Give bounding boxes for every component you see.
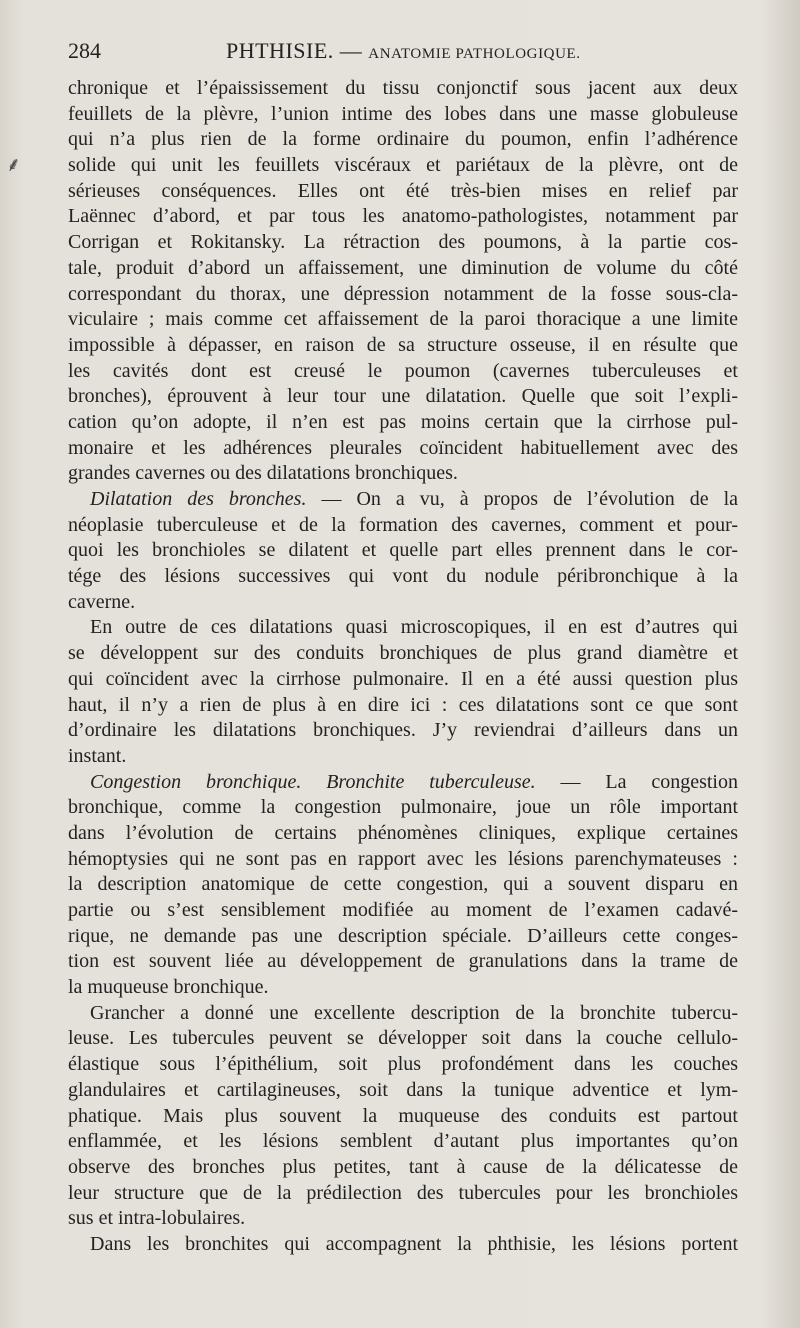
text-line (68, 333, 738, 359)
text-line (68, 102, 738, 128)
text-line (68, 770, 738, 796)
line-text: — La congestion (535, 770, 738, 793)
line-text: — On a vu, à propos de l’évolution de la (306, 488, 738, 510)
text-line (68, 1052, 738, 1078)
running-title: PHTHISIE. — (226, 38, 369, 63)
line-text: qui n’a plus rien de la forme ordinaire du poumon, enfin l’adhérence (68, 128, 738, 151)
line-text: se développent sur des conduits bronchiques de plus grand diamètre et (68, 642, 738, 665)
text-line (68, 1104, 738, 1130)
line-text: élastique sous l’épithélium, soit plus profondément dans les couches (68, 1053, 738, 1076)
line-text: enflammée, et les lésions semblent d’autant plus importantes qu’on (68, 1130, 738, 1153)
text-line (68, 1155, 738, 1181)
page-header (68, 38, 738, 68)
text-line (68, 718, 738, 744)
text-line (68, 410, 738, 436)
running-head (226, 38, 581, 64)
text-line (68, 384, 738, 410)
text-line (68, 872, 738, 898)
text-line (68, 127, 738, 153)
text-line (68, 436, 738, 462)
line-text: hémoptysies qui ne sont pas en rapport avec les lésions parenchymateuses : (68, 847, 738, 870)
line-text: glandulaires et cartilagineuses, soit dans la tunique adventice et lym- (68, 1078, 738, 1101)
line-text: grandes cavernes ou des dilatations bronchiques. (68, 462, 458, 485)
line-text: dans l’évolution de certains phénomènes cliniques, explique certaines (68, 821, 738, 844)
line-text: rique, ne demande pas une description spéciale. D’ailleurs cette conges- (68, 924, 738, 947)
running-subtitle: ANATOMIE PATHOLOGIQUE. (368, 46, 581, 62)
text-line (68, 307, 738, 333)
line-text: Laënnec d’abord, et par tous les anatomo-pathologistes, notamment par (68, 205, 738, 228)
line-text: bronches), éprouvent à leur tour une dilatation. Quelle que soit l’expli- (68, 385, 738, 408)
text-line (68, 487, 738, 513)
text-line (68, 1181, 738, 1207)
line-text: tion est souvent liée au développement de granulations dans la trame de (68, 950, 738, 973)
line-text: les cavités dont est creusé le poumon (cavernes tuberculeuses et (68, 359, 738, 382)
line-text: tége des lésions successives qui vont du nodule péribronchique à la (68, 565, 738, 588)
text-line (68, 538, 738, 564)
text-line (68, 975, 738, 1001)
line-text: Corrigan et Rokitansky. La rétraction des poumons, à la partie cos- (68, 231, 738, 254)
section-heading: Dilatation des bronches. (90, 488, 307, 510)
text-line (68, 256, 738, 282)
line-text: partie ou s’est sensiblement modifiée au moment de l’examen cadavé- (68, 899, 738, 921)
line-text: feuillets de la plèvre, l’union intime des lobes dans une masse globuleuse (68, 102, 738, 125)
text-line (68, 179, 738, 205)
text-line (68, 924, 738, 950)
line-text: monaire et les adhérences pleurales coïncident habituellement avec des (68, 436, 738, 459)
line-text: la description anatomique de cette congestion, qui a souvent disparu en (68, 873, 738, 896)
text-line (68, 564, 738, 590)
text-line (68, 667, 738, 693)
text-line (68, 744, 738, 770)
text-line (68, 615, 738, 641)
line-text: sérieuses conséquences. Elles ont été très-bien mises en relief par (68, 179, 738, 202)
text-line (68, 461, 738, 487)
text-line (68, 513, 738, 539)
text-line (68, 693, 738, 719)
line-text: néoplasie tuberculeuse et de la formation des cavernes, comment et pour- (68, 513, 738, 536)
text-line (68, 590, 738, 616)
line-text: tale, produit d’abord un affaissement, une diminution de volume du côté (68, 256, 738, 279)
line-text: En outre de ces dilatations quasi microscopiques, il en est d’autres qui (90, 616, 738, 639)
text-line (68, 230, 738, 256)
text-line (68, 359, 738, 385)
body-text (68, 76, 738, 1258)
text-line (68, 949, 738, 975)
text-line (68, 1026, 738, 1052)
line-text: Grancher a donné une excellente description de la bronchite tubercu- (90, 1001, 738, 1024)
text-line (68, 795, 738, 821)
text-line (68, 76, 738, 102)
line-text: instant. (68, 744, 127, 767)
line-text: leur structure que de la prédilection des tubercules pour les bronchioles (68, 1181, 738, 1204)
text-line (68, 641, 738, 667)
line-text: Dans les bronchites qui accompagnent la phthisie, les lésions portent (90, 1232, 738, 1255)
line-text: impossible à dépasser, en raison de sa structure osseuse, il en résulte que (68, 333, 738, 356)
line-text: correspondant du thorax, une dépression notamment de la fosse sous-cla- (68, 282, 738, 305)
text-line (68, 1129, 738, 1155)
text-line (68, 1206, 738, 1232)
text-line (68, 898, 738, 924)
line-text: sus et intra-lobulaires. (68, 1207, 246, 1230)
line-text: observe des bronches plus petites, tant à cause de la délicatesse de (68, 1155, 738, 1178)
line-text: chronique et l’épaississement du tissu conjonctif sous jacent aux deux (68, 77, 738, 99)
text-line (68, 153, 738, 179)
line-text: d’ordinaire les dilatations bronchiques. J’y reviendrai d’ailleurs dans un (68, 719, 738, 742)
line-text: caverne. (68, 590, 136, 613)
text-line (68, 204, 738, 230)
line-text: leuse. Les tubercules peuvent se développer soit dans la couche cellulo- (68, 1027, 738, 1050)
line-text: phatique. Mais plus souvent la muqueuse des conduits est partout (68, 1104, 738, 1127)
text-line (68, 1232, 738, 1258)
section-heading: Congestion bronchique. Bronchite tuberculeuse. (90, 770, 536, 793)
line-text: la muqueuse bronchique. (68, 976, 269, 999)
text-line (68, 1078, 738, 1104)
margin-mark: ⸙ (6, 152, 21, 176)
line-text: viculaire ; mais comme cet affaissement de la paroi thoracique a une limite (68, 308, 738, 331)
text-line (68, 1001, 738, 1027)
line-text: quoi les bronchioles se dilatent et quelle part elles prennent dans le cor- (68, 539, 738, 562)
line-text: cation qu’on adopte, il n’en est pas moins certain que la cirrhose pul- (68, 410, 738, 433)
line-text: haut, il n’y a rien de plus à en dire ici : ces dilatations sont ce que sont (68, 693, 738, 716)
line-text: qui coïncident avec la cirrhose pulmonaire. Il en a été aussi question plus (68, 667, 738, 690)
text-line (68, 282, 738, 308)
text-line (68, 821, 738, 847)
line-text: bronchique, comme la congestion pulmonaire, joue un rôle important (68, 796, 738, 819)
page-number: 284 (68, 38, 101, 63)
line-text: solide qui unit les feuillets viscéraux et pariétaux de la plèvre, ont de (68, 154, 738, 177)
text-line (68, 847, 738, 873)
